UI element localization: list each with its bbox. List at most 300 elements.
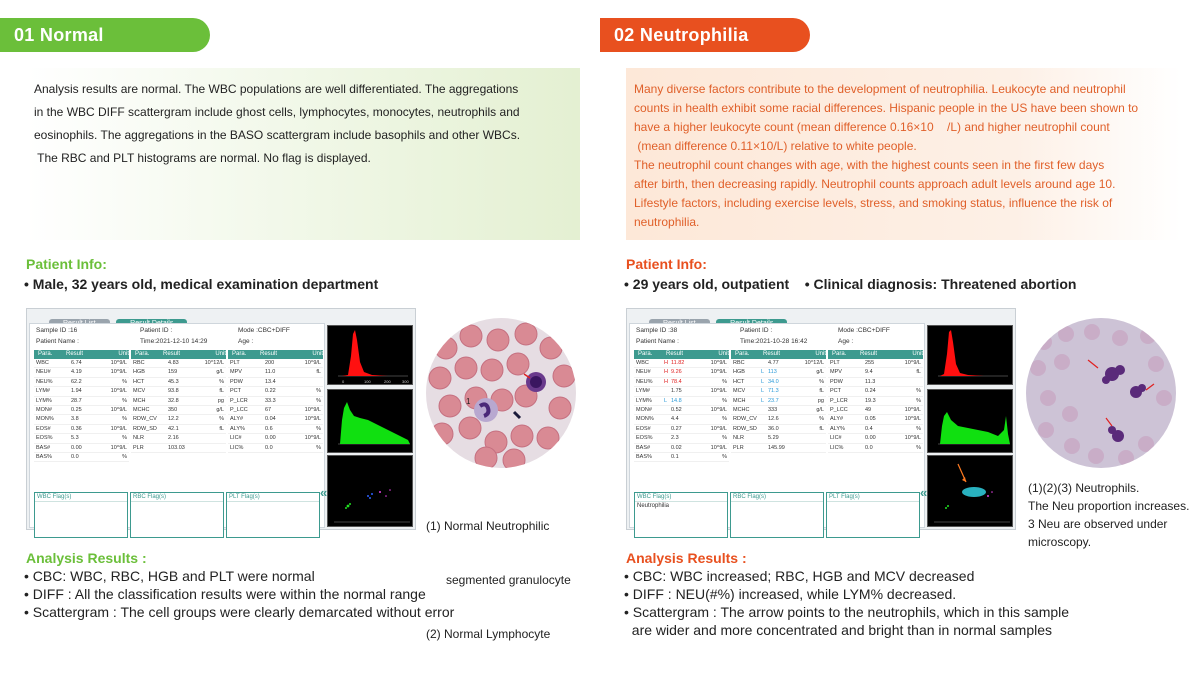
blood-smear-micrograph	[1026, 318, 1176, 468]
patient-name: Patient Name :	[636, 338, 679, 345]
result-unit: %	[722, 378, 727, 385]
result-param: MCHC	[733, 406, 750, 413]
result-row[interactable]	[828, 397, 923, 406]
result-unit: %	[219, 416, 224, 423]
result-unit: 10^9/L	[710, 388, 727, 395]
result-value: 0.00	[71, 444, 82, 451]
result-unit: 10^9/L	[110, 369, 127, 376]
normal-case-column	[0, 0, 570, 650]
svg-text:0: 0	[342, 379, 345, 384]
rbc-histogram	[927, 325, 1013, 385]
result-value: 0.00	[265, 435, 276, 442]
result-param: BAS#	[36, 444, 51, 451]
micrograph-caption	[426, 481, 571, 679]
result-unit: %	[916, 444, 921, 451]
rbc-flag-box	[730, 492, 824, 538]
analysis-line: • Scattergram : The arrow points to the neutrophils, which in this sample	[624, 604, 1070, 620]
column-header-cell: Para.	[638, 351, 653, 357]
patient-id: Patient ID :	[740, 327, 773, 334]
result-flag: H	[664, 378, 668, 385]
result-param: PLR	[733, 444, 744, 451]
result-row[interactable]	[131, 406, 226, 415]
result-unit: 10^12/L	[204, 360, 224, 366]
wbc-flag-label: WBC Flag(s)	[35, 493, 127, 502]
results-column	[634, 350, 729, 462]
result-param: NLR	[133, 435, 145, 442]
result-unit: fL	[819, 425, 824, 432]
result-row[interactable]	[634, 415, 729, 424]
rbc-flag-label: RBC Flag(s)	[131, 493, 223, 502]
result-value: 0.0	[865, 444, 873, 451]
result-row[interactable]	[131, 425, 226, 434]
normal-description	[26, 68, 580, 240]
result-value: 78.4	[671, 378, 682, 385]
description-line: have a higher leukocyte count (mean difference 0.16×10 /L) and higher neutrophil count	[634, 120, 1110, 134]
description-line: Lifestyle factors, including exercise levels, stress, and smoking status, influence the risk of	[634, 196, 1113, 210]
result-row[interactable]	[828, 434, 923, 443]
analyzer-screen	[26, 308, 416, 530]
result-value: 9.4	[865, 369, 873, 376]
result-param: MCH	[133, 397, 146, 404]
result-value: 45.3	[168, 378, 179, 385]
plt-histogram	[327, 389, 413, 453]
svg-text:100: 100	[364, 379, 371, 384]
result-row[interactable]	[228, 444, 323, 453]
result-row[interactable]	[634, 425, 729, 434]
result-unit: %	[722, 435, 727, 442]
result-unit: %	[122, 435, 127, 442]
description-line: Analysis results are normal. The WBC populations are well differentiated. The aggregations	[34, 82, 519, 96]
result-unit: 10^9/L	[304, 435, 321, 442]
result-param: NLR	[733, 435, 745, 442]
result-unit: fL	[916, 369, 921, 376]
result-unit: fL	[819, 388, 824, 395]
result-row[interactable]	[731, 434, 826, 443]
neutrophilia-case-column	[600, 0, 1200, 650]
result-param: HGB	[733, 369, 745, 376]
result-row[interactable]	[634, 387, 729, 396]
result-unit: 10^9/L	[904, 416, 921, 423]
result-row[interactable]	[634, 368, 729, 377]
result-unit: 10^9/L	[110, 444, 127, 451]
result-row[interactable]	[228, 415, 323, 424]
result-param: BAS#	[636, 444, 651, 451]
result-value: 0.00	[865, 435, 876, 442]
neutrophilia-case-header: 02 Neutrophilia	[600, 18, 810, 52]
result-value: 12.6	[768, 416, 779, 423]
result-row[interactable]	[131, 434, 226, 443]
results-column-header	[634, 350, 729, 359]
result-value: 4.77	[768, 360, 779, 366]
wbc-flag-box	[34, 492, 128, 538]
results-column	[34, 350, 129, 462]
result-value: 2.16	[168, 435, 179, 442]
result-value: 28.7	[71, 397, 82, 404]
patient-name: Patient Name :	[36, 338, 79, 345]
mode: Mode :CBC+DIFF	[238, 327, 290, 334]
normal-case-header: 01 Normal	[0, 18, 210, 52]
result-unit: g/L	[216, 406, 224, 413]
result-param: ALY#	[230, 416, 244, 423]
caption-line: (1) Normal Neutrophilic	[426, 519, 550, 533]
blood-smear-micrograph	[426, 318, 576, 468]
result-param: PLT	[830, 360, 840, 366]
result-row[interactable]	[34, 387, 129, 396]
result-param: LIC#	[830, 435, 842, 442]
result-param: WBC	[36, 360, 49, 366]
result-param: P_LCC	[230, 406, 248, 413]
result-param: PDW	[830, 378, 843, 385]
result-value: 0.52	[671, 406, 682, 413]
results-column-header	[828, 350, 923, 359]
result-value: 0.05	[865, 416, 876, 423]
result-row[interactable]	[828, 415, 923, 424]
result-flag: L	[761, 369, 765, 376]
result-unit: g/L	[816, 406, 824, 413]
result-param: MON#	[636, 406, 652, 413]
result-unit: 10^9/L	[110, 425, 127, 432]
column-header-cell: Unit	[815, 351, 826, 357]
result-unit: %	[722, 453, 727, 460]
result-row[interactable]	[634, 453, 729, 462]
wbc-flag-value: Neutrophilia	[637, 503, 670, 509]
result-row[interactable]	[828, 425, 923, 434]
result-value: 5.29	[768, 435, 779, 442]
result-param: LYM%	[36, 397, 52, 404]
result-value: 0.0	[265, 444, 273, 451]
result-param: HGB	[133, 369, 145, 376]
result-row[interactable]	[731, 378, 826, 387]
results-column	[131, 350, 226, 453]
result-value: 0.04	[265, 416, 276, 423]
result-param: EOS#	[36, 425, 51, 432]
result-param: P_LCC	[830, 406, 848, 413]
result-row[interactable]	[228, 368, 323, 377]
result-param: P_LCR	[230, 397, 248, 404]
wbc-flag-value	[35, 502, 127, 504]
result-row[interactable]	[634, 434, 729, 443]
analysis-line: • CBC: WBC increased; RBC, HGB and MCV decreased	[624, 568, 975, 584]
result-panel	[29, 323, 328, 528]
description-line: Many diverse factors contribute to the development of neutrophilia. Leukocyte and neutrophil	[634, 82, 1126, 96]
result-value: 200	[265, 360, 275, 366]
result-value: 103.03	[168, 444, 185, 451]
column-header-cell: Result	[260, 351, 278, 357]
column-header-cell: Unit	[312, 351, 323, 357]
analyzer-screen	[626, 308, 1016, 530]
result-unit: fL	[219, 388, 224, 395]
result-param: PLT	[230, 360, 240, 366]
result-value: 350	[168, 406, 178, 413]
analysis-line: • CBC: WBC, RBC, HGB and PLT were normal	[24, 568, 315, 584]
result-value: 145.99	[768, 444, 785, 451]
result-value: 14.8	[671, 397, 682, 404]
result-value: 4.83	[168, 360, 179, 366]
results-column	[828, 350, 923, 453]
result-value: 11.0	[265, 369, 276, 376]
result-param: NEU%	[36, 378, 53, 385]
result-flag: L	[664, 397, 668, 404]
result-row[interactable]	[228, 378, 323, 387]
patient-id: Patient ID :	[140, 327, 173, 334]
result-unit: 10^9/L	[904, 435, 921, 442]
result-row[interactable]	[228, 425, 323, 434]
result-row[interactable]	[731, 397, 826, 406]
result-row[interactable]	[34, 378, 129, 387]
column-header-cell: Para.	[135, 351, 150, 357]
result-row[interactable]	[634, 359, 729, 368]
result-row[interactable]	[828, 387, 923, 396]
result-param: BAS%	[36, 453, 52, 460]
description-line: eosinophils. The aggregations in the BASO scattergram include basophils and other WBCs.	[34, 128, 521, 142]
result-row[interactable]	[828, 368, 923, 377]
result-param: PCT	[830, 388, 841, 395]
result-value: 4.19	[71, 369, 82, 376]
time: Time:2021-10-28 16:42	[740, 338, 808, 345]
micrograph-caption	[1028, 479, 1189, 551]
result-param: MCV	[733, 388, 746, 395]
result-row[interactable]	[731, 425, 826, 434]
result-row[interactable]	[731, 444, 826, 453]
result-value: 0.0	[71, 453, 79, 460]
result-row[interactable]	[828, 406, 923, 415]
result-row[interactable]	[131, 444, 226, 453]
result-value: 9.26	[671, 369, 682, 376]
result-row[interactable]	[34, 425, 129, 434]
result-row[interactable]	[34, 415, 129, 424]
result-param: MPV	[230, 369, 242, 376]
result-param: LYM#	[36, 388, 50, 395]
result-row[interactable]	[131, 397, 226, 406]
result-param: HCT	[733, 378, 745, 385]
result-param: RDW_SD	[133, 425, 157, 432]
result-row[interactable]	[634, 406, 729, 415]
wbc-flag-label: WBC Flag(s)	[635, 493, 727, 502]
result-row[interactable]	[828, 359, 923, 368]
caption-line: 3 Neu are observed under	[1028, 517, 1168, 531]
result-row[interactable]	[131, 415, 226, 424]
result-unit: fL	[219, 425, 224, 432]
patient-info-line: • Male, 32 years old, medical examination department	[24, 276, 379, 292]
column-header-cell: Para.	[38, 351, 53, 357]
result-value: 67	[265, 406, 272, 413]
result-param: MON%	[36, 416, 54, 423]
result-row[interactable]	[228, 359, 323, 368]
result-value: 13.4	[265, 378, 276, 385]
results-column	[731, 350, 826, 453]
result-param: PDW	[230, 378, 243, 385]
result-unit: %	[916, 397, 921, 404]
svg-text:200: 200	[384, 379, 391, 384]
result-unit: %	[316, 388, 321, 395]
rbc-histogram	[327, 325, 413, 385]
result-unit: 10^9/L	[710, 369, 727, 376]
result-value: 4.4	[671, 416, 679, 423]
result-param: HCT	[133, 378, 145, 385]
result-param: LIC#	[230, 435, 242, 442]
result-unit: g/L	[816, 369, 824, 376]
result-param: MCH	[733, 397, 746, 404]
results-column-header	[228, 350, 323, 359]
result-unit: %	[122, 397, 127, 404]
results-column	[228, 350, 323, 453]
result-unit: 10^9/L	[710, 406, 727, 413]
result-unit: %	[219, 378, 224, 385]
result-row[interactable]	[228, 397, 323, 406]
result-param: EOS%	[36, 435, 53, 442]
result-row[interactable]	[34, 359, 129, 368]
result-param: P_LCR	[830, 397, 848, 404]
plt-flag-box	[826, 492, 920, 538]
result-param: MON%	[636, 416, 654, 423]
caption-line: segmented granulocyte	[426, 573, 571, 587]
description-line: counts in health exhibit some racial differences. Hispanic people in the US have been shown to	[634, 101, 1139, 115]
result-row[interactable]	[131, 387, 226, 396]
column-header-cell: Result	[66, 351, 84, 357]
result-row[interactable]	[634, 378, 729, 387]
result-row[interactable]	[828, 444, 923, 453]
time: Time:2021-12-10 14:29	[140, 338, 208, 345]
column-header-cell: Unit	[118, 351, 129, 357]
description-line: The RBC and PLT histograms are normal. No flag is displayed.	[34, 151, 371, 165]
result-value: 23.7	[768, 397, 779, 404]
result-value: 0.1	[671, 453, 679, 460]
description-line: The neutrophil count changes with age, with the highest counts seen in the first few days	[634, 158, 1105, 172]
wbc-scattergram	[927, 455, 1013, 527]
result-row[interactable]	[731, 406, 826, 415]
result-unit: %	[122, 378, 127, 385]
result-param: LIC%	[230, 444, 244, 451]
result-value: 0.22	[265, 388, 276, 395]
result-param: EOS%	[636, 435, 653, 442]
result-unit: %	[316, 425, 321, 432]
result-row[interactable]	[131, 378, 226, 387]
result-unit: 10^9/L	[710, 444, 727, 451]
result-value: 33.3	[265, 397, 276, 404]
result-unit: 10^9/L	[110, 388, 127, 395]
result-row[interactable]	[828, 378, 923, 387]
result-row[interactable]	[731, 359, 826, 368]
result-param: WBC	[636, 360, 649, 366]
result-unit: %	[316, 444, 321, 451]
result-param: MCHC	[133, 406, 150, 413]
result-unit: fL	[316, 369, 321, 376]
result-panel	[629, 323, 928, 528]
result-row[interactable]	[131, 359, 226, 368]
result-unit: %	[819, 378, 824, 385]
result-value: 0.25	[71, 406, 82, 413]
result-value: 0.02	[671, 444, 682, 451]
result-row[interactable]	[731, 415, 826, 424]
result-value: 93.8	[168, 388, 179, 395]
column-header-cell: Result	[163, 351, 181, 357]
caption-line: The Neu proportion increases.	[1028, 499, 1190, 513]
result-value: 11.3	[865, 378, 876, 385]
result-row[interactable]	[34, 444, 129, 453]
result-unit: 10^9/L	[304, 360, 321, 366]
result-flag: H	[664, 369, 668, 376]
result-row[interactable]	[731, 368, 826, 377]
result-flag: L	[761, 378, 765, 385]
sample-id: Sample ID :16	[36, 327, 78, 334]
svg-text:300: 300	[402, 379, 409, 384]
rbc-flag-box	[130, 492, 224, 538]
result-unit: %	[122, 453, 127, 460]
result-unit: 10^9/L	[110, 406, 127, 413]
svg-text:1: 1	[466, 397, 471, 406]
analysis-line: • DIFF : All the classification results were within the normal range	[24, 586, 426, 602]
result-row[interactable]	[634, 397, 729, 406]
result-param: NEU#	[636, 369, 651, 376]
result-row[interactable]	[34, 453, 129, 462]
age: Age :	[238, 338, 254, 345]
result-param: LYM#	[636, 388, 650, 395]
result-unit: %	[916, 425, 921, 432]
column-header-cell: Unit	[718, 351, 729, 357]
result-param: ALY%	[230, 425, 245, 432]
results-column-header	[731, 350, 826, 359]
results-column-header	[131, 350, 226, 359]
result-row[interactable]	[34, 397, 129, 406]
expand-arrows-icon[interactable]: «	[920, 485, 928, 500]
result-param: ALY%	[830, 425, 845, 432]
caption-line: (1)(2)(3) Neutrophils.	[1028, 481, 1140, 495]
result-row[interactable]	[34, 434, 129, 443]
expand-arrows-icon[interactable]: «	[320, 485, 328, 500]
result-unit: 10^9/L	[304, 406, 321, 413]
result-row[interactable]	[731, 387, 826, 396]
result-row[interactable]	[634, 444, 729, 453]
result-unit: 10^9/L	[710, 360, 727, 366]
result-param: RBC	[133, 360, 145, 366]
description-line: neutrophilia.	[634, 215, 700, 229]
result-value: 49	[865, 406, 872, 413]
result-row[interactable]	[228, 406, 323, 415]
neutrophilia-description	[626, 68, 1181, 240]
result-param: LIC%	[830, 444, 844, 451]
result-value: 5.3	[71, 435, 79, 442]
result-row[interactable]	[34, 368, 129, 377]
result-row[interactable]	[131, 368, 226, 377]
result-param: MPV	[830, 369, 842, 376]
result-value: 1.75	[671, 388, 682, 395]
result-value: 71.3	[768, 388, 779, 395]
sample-id: Sample ID :38	[636, 327, 678, 334]
caption-line: microscopy.	[1028, 535, 1092, 549]
analysis-results-title: Analysis Results :	[26, 550, 147, 566]
result-row[interactable]	[228, 434, 323, 443]
result-value: 62.2	[71, 378, 82, 385]
result-param: RDW_SD	[733, 425, 757, 432]
column-header-cell: Unit	[215, 351, 226, 357]
result-value: 2.3	[671, 435, 679, 442]
result-unit: %	[916, 388, 921, 395]
result-row[interactable]	[228, 387, 323, 396]
result-unit: 10^9/L	[110, 360, 127, 366]
age: Age :	[838, 338, 854, 345]
results-column-header	[34, 350, 129, 359]
result-value: 1.94	[71, 388, 82, 395]
result-row[interactable]	[34, 406, 129, 415]
result-value: 113	[768, 369, 777, 376]
result-value: 19.3	[865, 397, 876, 404]
result-unit: %	[722, 416, 727, 423]
result-value: 42.1	[168, 425, 179, 432]
result-param: EOS#	[636, 425, 651, 432]
patient-info-line: • 29 years old, outpatient • Clinical diagnosis: Threatened abortion	[624, 276, 1077, 292]
result-value: 3.8	[71, 416, 79, 423]
result-unit: %	[722, 397, 727, 404]
